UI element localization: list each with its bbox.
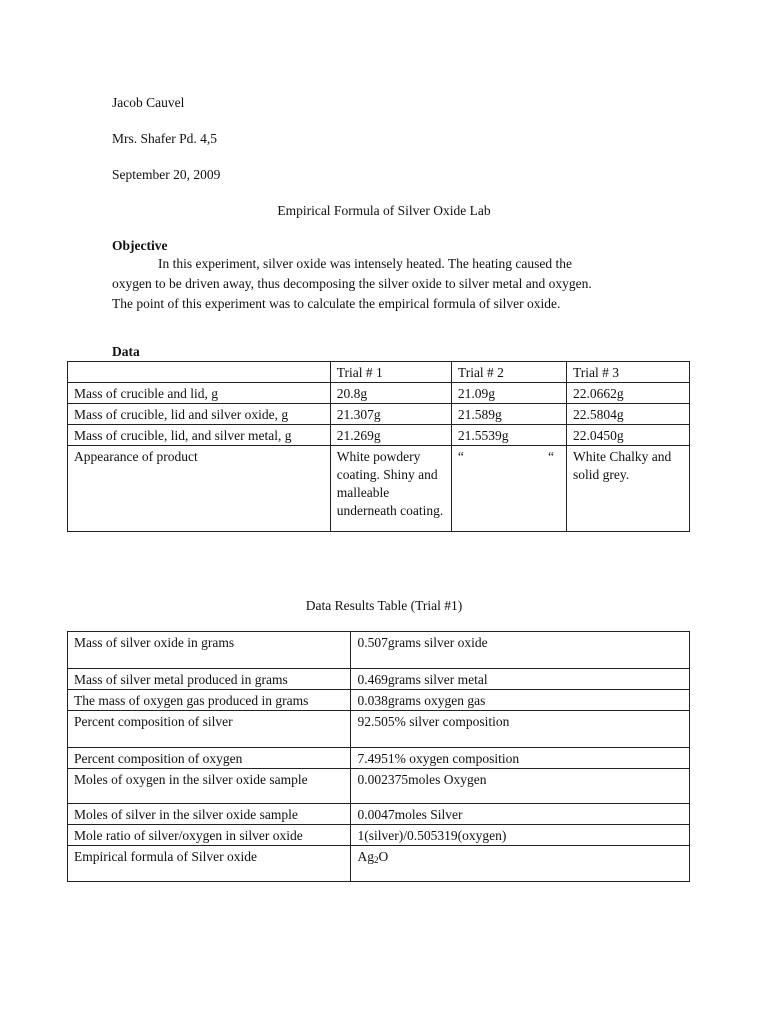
table-cell: White Chalky and solid grey. xyxy=(567,446,690,532)
table-row xyxy=(68,690,690,711)
report-date: September 20, 2009 xyxy=(112,167,221,182)
table-cell: 1(silver)/0.505319(oxygen) xyxy=(351,825,690,846)
ditto-mark: “ xyxy=(457,449,464,464)
table-cell: Moles of silver in the silver oxide sample xyxy=(68,804,351,825)
table-row-appearance xyxy=(68,446,690,532)
data-table xyxy=(67,361,690,532)
table-cell: 21.09g xyxy=(451,383,566,404)
author-name: Jacob Cauvel xyxy=(112,95,185,110)
objective-line: The point of this experiment was to calculate the empirical formula of silver oxide. xyxy=(112,296,561,311)
table-cell: 21.5539g xyxy=(451,425,566,446)
table-cell: Mass of silver metal produced in grams xyxy=(68,669,351,690)
table-cell: 7.4951% oxygen composition xyxy=(351,748,690,769)
table-cell: 21.269g xyxy=(330,425,451,446)
results-table xyxy=(67,631,690,882)
table-cell: 0.0047moles Silver xyxy=(351,804,690,825)
table-row xyxy=(68,425,690,446)
table-cell: The mass of oxygen gas produced in grams xyxy=(68,690,351,711)
table-row xyxy=(68,383,690,404)
table-row xyxy=(68,825,690,846)
table-cell: 0.002375moles Oxygen xyxy=(351,769,690,804)
table-cell: 21.589g xyxy=(451,404,566,425)
empirical-formula-cell xyxy=(351,846,690,882)
table-row xyxy=(68,748,690,769)
table-cell: Empirical formula of Silver oxide xyxy=(68,846,351,882)
table-cell: Mole ratio of silver/oxygen in silver oxide xyxy=(68,825,351,846)
table-header-cell: Trial # 2 xyxy=(451,362,566,383)
objective-paragraph xyxy=(112,254,672,314)
table-cell: Mass of crucible and lid, g xyxy=(68,383,331,404)
table-cell: 22.5804g xyxy=(567,404,690,425)
report-title: Empirical Formula of Silver Oxide Lab xyxy=(277,203,491,218)
table-cell: 0.038grams oxygen gas xyxy=(351,690,690,711)
table-cell: Percent composition of silver xyxy=(68,711,351,748)
data-heading: Data xyxy=(112,344,140,359)
table-cell: Moles of oxygen in the silver oxide sample xyxy=(68,769,351,804)
table-cell: Mass of crucible, lid and silver oxide, g xyxy=(68,404,331,425)
objective-heading: Objective xyxy=(112,238,168,253)
formula-element: Ag xyxy=(357,849,374,864)
formula-element: O xyxy=(378,849,389,864)
table-header-row xyxy=(68,362,690,383)
table-row xyxy=(68,769,690,804)
table-row-formula xyxy=(68,846,690,882)
table-cell: 22.0450g xyxy=(567,425,690,446)
table-cell: 0.507grams silver oxide xyxy=(351,632,690,669)
ditto-marks xyxy=(458,448,560,466)
teacher-period: Mrs. Shafer Pd. 4,5 xyxy=(112,131,217,146)
table-cell: Mass of silver oxide in grams xyxy=(68,632,351,669)
table-row xyxy=(68,711,690,748)
table-cell: 0.469grams silver metal xyxy=(351,669,690,690)
table-cell: 92.505% silver composition xyxy=(351,711,690,748)
table-header-cell xyxy=(68,362,331,383)
table-cell xyxy=(451,446,566,532)
table-cell: Mass of crucible, lid, and silver metal, g xyxy=(68,425,331,446)
results-title: Data Results Table (Trial #1) xyxy=(305,598,463,613)
table-cell: Appearance of product xyxy=(68,446,331,532)
table-cell: Percent composition of oxygen xyxy=(68,748,351,769)
objective-line: oxygen to be driven away, thus decomposing the silver oxide to silver metal and oxygen. xyxy=(112,276,592,291)
ditto-mark: “ xyxy=(548,449,555,464)
table-row xyxy=(68,669,690,690)
table-cell: White powdery coating. Shiny and malleable underneath coating. xyxy=(330,446,451,532)
table-row xyxy=(68,804,690,825)
table-header-cell: Trial # 1 xyxy=(330,362,451,383)
table-cell: 22.0662g xyxy=(567,383,690,404)
table-cell: 20.8g xyxy=(330,383,451,404)
formula-subscript: 2 xyxy=(373,855,379,865)
table-row xyxy=(68,632,690,669)
table-header-cell: Trial # 3 xyxy=(567,362,690,383)
table-row xyxy=(68,404,690,425)
table-cell: 21.307g xyxy=(330,404,451,425)
objective-line: In this experiment, silver oxide was intensely heated. The heating caused the xyxy=(158,256,572,271)
